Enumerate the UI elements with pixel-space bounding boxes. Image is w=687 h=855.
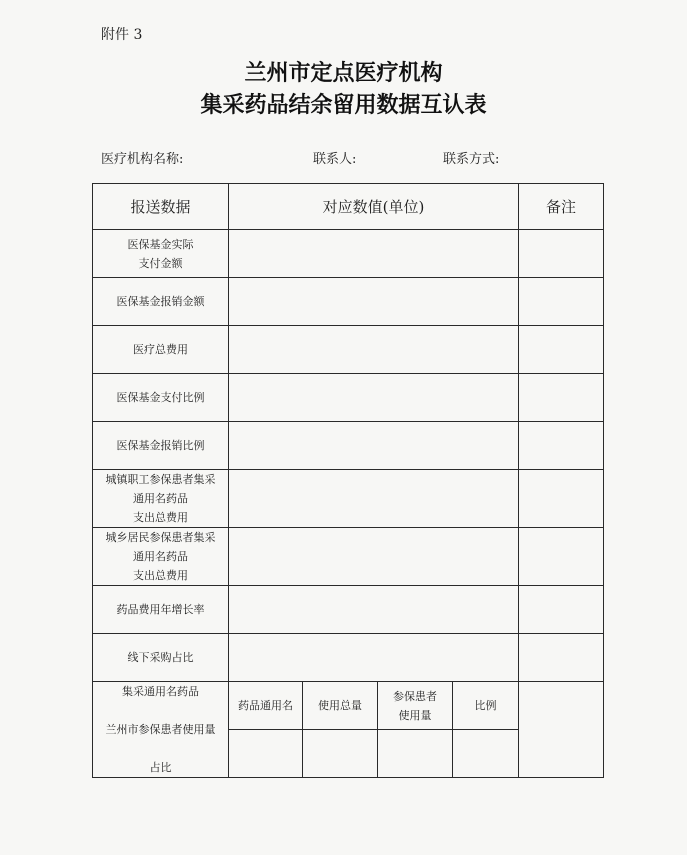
row-label-line: 医保基金实际 — [127, 237, 194, 251]
remark-cell[interactable] — [519, 422, 604, 470]
table-row — [93, 278, 604, 326]
subheader-insured-usage — [378, 682, 453, 730]
remark-cell[interactable] — [519, 586, 604, 634]
row-label-line: 城乡居民参保患者集采 — [105, 531, 216, 544]
row-label-line: 支付金额 — [138, 256, 183, 270]
remark-cell[interactable] — [519, 230, 604, 278]
row-label-line: 兰州市参保患者使用量 — [105, 723, 216, 736]
value-cell[interactable] — [229, 374, 519, 422]
page-subtitle: 集采药品结余留用数据互认表 — [200, 92, 487, 118]
subheader-total-usage: 使用总量 — [303, 682, 378, 730]
contact-method-label: 联系方式: — [443, 152, 500, 167]
value-cell[interactable] — [229, 278, 519, 326]
insured-usage-cell[interactable] — [378, 730, 453, 778]
row-label: 线下采购占比 — [93, 634, 229, 682]
row-label: 药品费用年增长率 — [93, 586, 229, 634]
row-label-line: 支出总费用 — [133, 569, 188, 582]
table-row — [93, 682, 604, 730]
table-row — [93, 422, 604, 470]
row-label: 医保基金支付比例 — [93, 374, 229, 422]
row-label — [93, 682, 229, 778]
ratio-cell[interactable] — [453, 730, 519, 778]
row-label-line: 通用名药品 — [133, 550, 188, 563]
value-cell[interactable] — [229, 230, 519, 278]
table-row — [93, 586, 604, 634]
subheader-ratio: 比例 — [453, 682, 519, 730]
remark-cell[interactable] — [519, 634, 604, 682]
total-usage-cell[interactable] — [303, 730, 378, 778]
value-cell[interactable] — [229, 634, 519, 682]
value-cell[interactable] — [229, 326, 519, 374]
remark-cell[interactable] — [519, 682, 604, 778]
subheader-line: 使用量 — [398, 708, 432, 722]
row-label-line: 占比 — [149, 761, 172, 774]
table-row — [93, 230, 604, 278]
institution-name-label: 医疗机构名称: — [101, 152, 184, 167]
table-row — [93, 634, 604, 682]
remark-cell[interactable] — [519, 278, 604, 326]
subheader-line: 参保患者 — [393, 689, 437, 703]
table-row — [93, 326, 604, 374]
row-label-line: 通用名药品 — [133, 492, 188, 505]
remark-cell[interactable] — [519, 326, 604, 374]
value-cell[interactable] — [229, 422, 519, 470]
row-label-line: 支出总费用 — [133, 511, 188, 524]
drug-name-cell[interactable] — [229, 730, 303, 778]
row-label — [93, 528, 229, 586]
row-label: 医保基金报销比例 — [93, 422, 229, 470]
table-row — [93, 374, 604, 422]
value-cell[interactable] — [229, 528, 519, 586]
row-label: 医疗总费用 — [93, 326, 229, 374]
row-label — [93, 230, 229, 278]
annex-label: 附件 3 — [101, 27, 143, 43]
row-label-line: 集采通用名药品 — [122, 685, 199, 698]
remark-cell[interactable] — [519, 470, 604, 528]
row-label — [93, 470, 229, 528]
header-value-unit: 对应数值(单位) — [229, 184, 519, 230]
remark-cell[interactable] — [519, 374, 604, 422]
contact-person-label: 联系人: — [313, 152, 357, 167]
value-cell[interactable] — [229, 470, 519, 528]
header-reported-data: 报送数据 — [93, 184, 229, 230]
row-label-line: 城镇职工参保患者集采 — [105, 473, 216, 486]
remark-cell[interactable] — [519, 528, 604, 586]
subheader-drug-name: 药品通用名 — [229, 682, 303, 730]
table-header-row — [93, 184, 604, 230]
header-remark: 备注 — [519, 184, 604, 230]
data-form-table — [92, 183, 604, 778]
row-label: 医保基金报销金额 — [93, 278, 229, 326]
table-row — [93, 470, 604, 528]
value-cell[interactable] — [229, 586, 519, 634]
page-title: 兰州市定点医疗机构 — [244, 60, 443, 86]
table-row — [93, 528, 604, 586]
